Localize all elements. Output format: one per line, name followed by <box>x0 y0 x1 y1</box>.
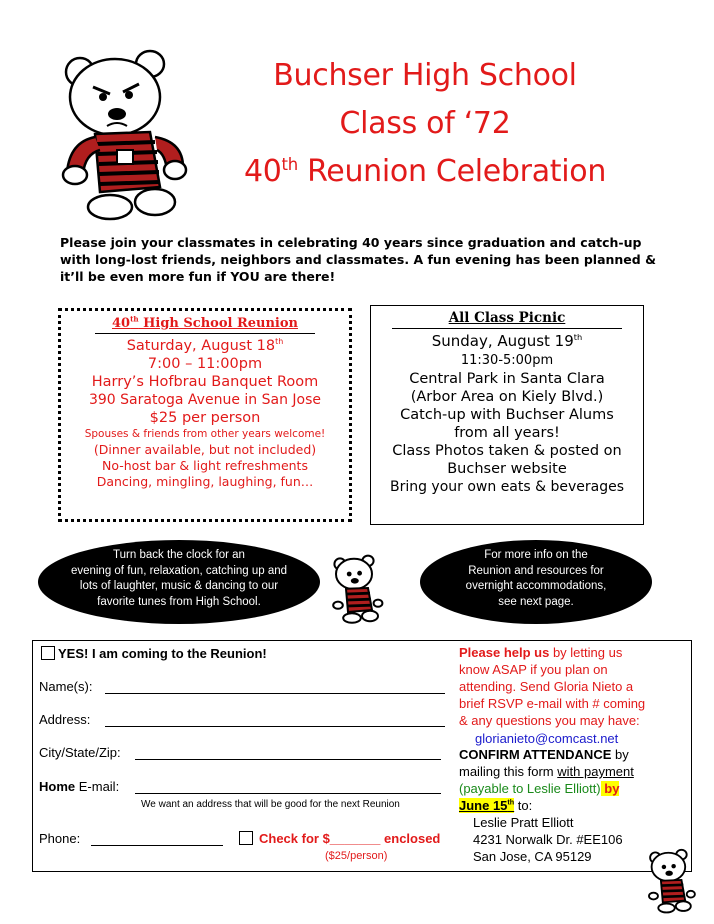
reunion-dancing: Dancing, mingling, laughing, fun… <box>96 474 314 489</box>
gloria-email-link[interactable]: glorianieto@comcast.net <box>475 731 619 746</box>
by-text: by <box>600 781 620 796</box>
confirm-rest: by <box>611 747 629 762</box>
reunion-price: $25 per person <box>149 410 261 426</box>
help-line-3: attending. Send Gloria Nieto a <box>459 679 634 694</box>
email-input[interactable] <box>135 793 441 794</box>
names-input[interactable] <box>105 693 445 694</box>
help-bold: Please help us <box>459 645 550 660</box>
reunion-spouses: Spouses & friends from other years welcome! <box>84 428 326 440</box>
title-class: Class of ‘72 <box>339 106 511 141</box>
phone-input[interactable] <box>91 845 223 846</box>
help-line-5: & any questions you may have: <box>459 713 640 728</box>
corner-bear-mascot-image <box>646 844 702 916</box>
reunion-details-box <box>58 308 352 522</box>
title-reunion-number: 40 <box>243 154 282 189</box>
title-reunion-sup: th <box>281 155 298 174</box>
reunion-bar: No-host bar & light refreshments <box>102 458 308 473</box>
help-line-1-rest: by letting us <box>549 645 623 660</box>
info-oval-line-4: see next page. <box>498 595 574 608</box>
small-bear-mascot-image <box>330 548 390 628</box>
bear-mascot-image <box>55 42 205 222</box>
reunion-venue: Harry’s Hofbrau Banquet Room <box>91 374 319 390</box>
more-info-oval <box>420 540 652 624</box>
mailing-line <box>459 763 634 780</box>
reunion-time: 7:00 – 11:00pm <box>147 356 263 372</box>
address-input[interactable] <box>105 726 445 727</box>
deadline-sup: th <box>507 798 515 807</box>
fun-oval-line-1: Turn back the clock for an <box>113 549 245 561</box>
picnic-catchup-1: Catch-up with Buchser Alums <box>400 407 614 423</box>
reunion-title-sup: th <box>130 314 139 324</box>
picnic-bring: Bring your own eats & beverages <box>389 479 625 495</box>
rsvp-form <box>32 640 692 872</box>
title-school: Buchser High School <box>273 58 577 93</box>
picnic-place: Central Park in Santa Clara <box>409 371 605 387</box>
picnic-area: (Arbor Area on Kiely Blvd.) <box>410 389 604 405</box>
confirm-bold: CONFIRM ATTENDANCE <box>459 747 612 762</box>
reunion-date <box>61 338 349 354</box>
yes-attending-row <box>41 646 267 661</box>
email-label <box>39 779 119 794</box>
deadline-line <box>459 797 532 814</box>
picnic-title-rule <box>392 328 622 329</box>
recipient-city: San Jose, CA 95129 <box>473 849 592 864</box>
email-label-home: Home <box>39 779 76 794</box>
reunion-box-title <box>61 316 349 331</box>
reunion-title-number: 40 <box>111 316 131 331</box>
confirm-line <box>459 746 629 763</box>
city-state-zip-input[interactable] <box>135 759 441 760</box>
check-enclosed-label: Check for $_______ enclosed <box>259 831 441 846</box>
reunion-title-rule <box>95 333 315 334</box>
with-payment-text: with payment <box>557 764 634 779</box>
yes-attending-label: YES! I am coming to the Reunion! <box>58 646 267 661</box>
help-line-1 <box>459 644 622 661</box>
reunion-date-text: Saturday, August 18 <box>126 338 276 354</box>
fun-oval-line-3: lots of laughter, music & dancing to our <box>79 580 279 592</box>
picnic-catchup-2: from all years! <box>454 425 560 441</box>
check-enclosed-checkbox[interactable] <box>239 831 253 845</box>
mailing-text: mailing this form <box>459 764 558 779</box>
names-label: Name(s): <box>39 679 93 694</box>
picnic-date-sup: th <box>573 332 583 342</box>
reunion-dinner: (Dinner available, but not included) <box>93 442 317 457</box>
fun-oval-line-2: evening of fun, relaxation, catching up and <box>70 564 288 577</box>
picnic-date <box>371 332 643 350</box>
picnic-photos-2: Buchser website <box>447 461 567 477</box>
recipient-street: 4231 Norwalk Dr. #EE106 <box>473 832 623 847</box>
info-oval-line-3: overnight accommodations, <box>465 580 607 592</box>
title-reunion-rest: Reunion Celebration <box>297 154 607 189</box>
to-text: to: <box>514 798 533 813</box>
picnic-time: 11:30-5:00pm <box>460 353 554 368</box>
intro-paragraph: Please join your classmates in celebrating 40 years since graduation and catch-up with long-lost friends, neighbors and classmates. A fun evening has been planned & it’ll be even more fun if YOU are there! <box>60 235 656 284</box>
fun-evening-oval <box>38 540 320 624</box>
email-note: We want an address that will be good for the next Reunion <box>141 799 400 810</box>
help-line-4: brief RSVP e-mail with # coming <box>459 696 646 711</box>
payable-text: (payable to Leslie Elliott) <box>459 781 601 796</box>
address-label: Address: <box>39 712 91 727</box>
deadline-text <box>459 798 514 813</box>
picnic-photos-1: Class Photos taken & posted on <box>392 443 622 459</box>
picnic-details-box <box>370 305 644 525</box>
email-label-rest: E-mail: <box>75 779 120 794</box>
recipient-name: Leslie Pratt Elliott <box>473 815 574 830</box>
info-oval-line-1: For more info on the <box>484 549 588 561</box>
yes-attending-checkbox[interactable] <box>41 646 55 660</box>
title-reunion <box>200 152 650 192</box>
city-state-zip-label: City/State/Zip: <box>39 745 121 760</box>
reunion-date-sup: th <box>275 337 284 347</box>
picnic-box-title: All Class Picnic <box>448 310 566 326</box>
deadline-date: June 15 <box>459 798 508 813</box>
picnic-date-text: Sunday, August 19 <box>431 332 574 350</box>
reunion-address: 390 Saratoga Avenue in San Jose <box>88 392 321 408</box>
help-line-2: know ASAP if you plan on <box>459 662 608 677</box>
fun-oval-line-4: favorite tunes from High School. <box>97 595 261 608</box>
check-enclosed-row <box>239 831 440 846</box>
info-oval-line-2: Reunion and resources for <box>468 564 604 577</box>
check-price-note: ($25/person) <box>325 850 388 862</box>
payable-line <box>459 780 619 797</box>
reunion-title-rest: High School Reunion <box>138 316 298 331</box>
phone-label: Phone: <box>39 831 81 846</box>
